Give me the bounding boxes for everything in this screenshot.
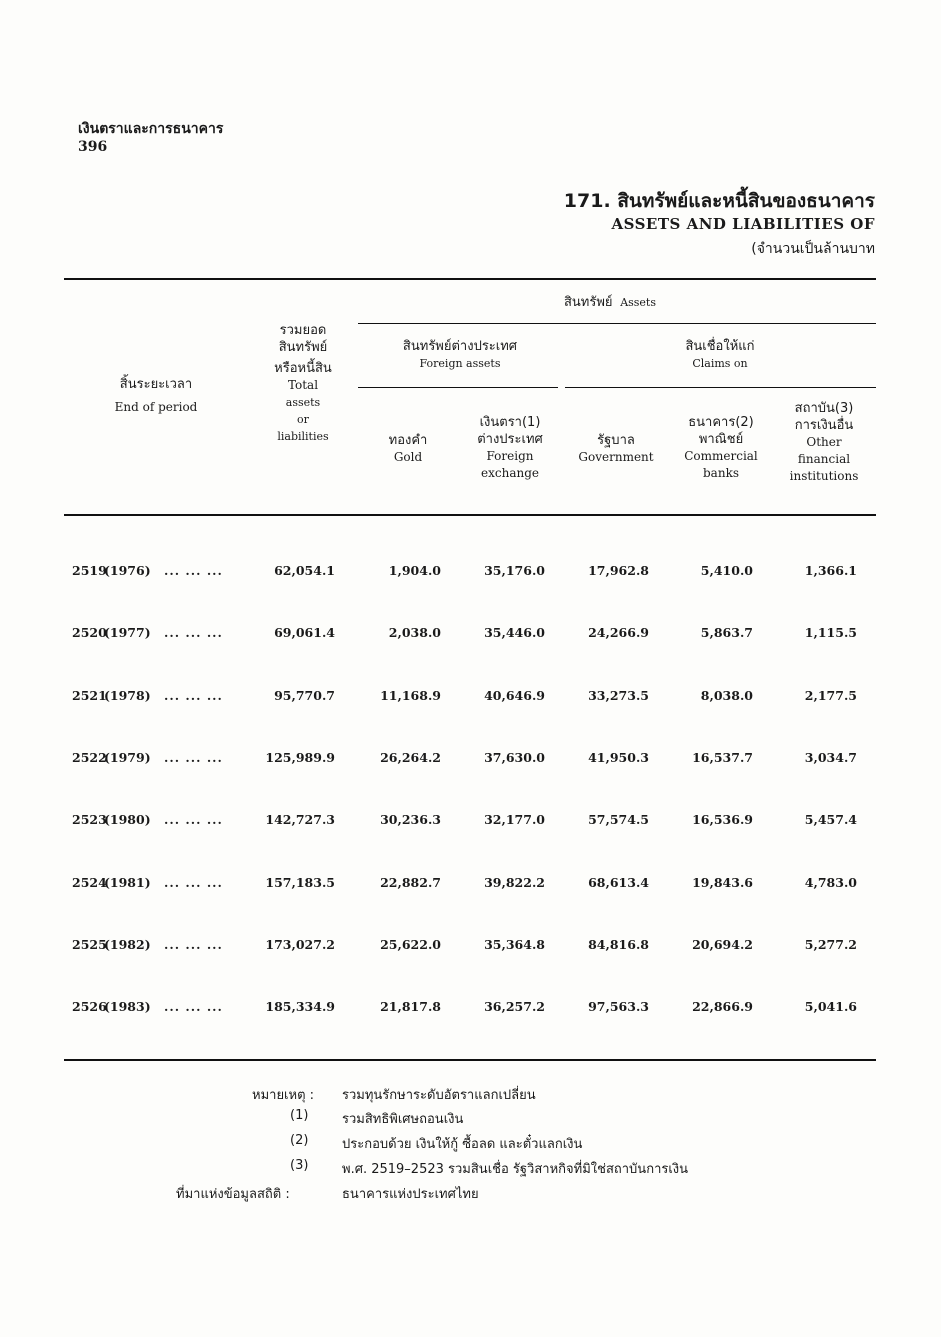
foreign-assets-header: [370, 338, 550, 372]
row-leader-dots: ... ... ...: [164, 999, 223, 1014]
header-bottom-rule: [64, 514, 876, 516]
cell-ofi: 2,177.5: [804, 688, 857, 703]
cell-ofi: 1,115.5: [804, 625, 857, 640]
cell-gov: 33,273.5: [588, 688, 649, 703]
assets-header-en: Assets: [620, 296, 656, 309]
cell-total: 69,061.4: [274, 625, 335, 640]
source-label: ที่มาแห่งข้อมูลสถิติ :: [176, 1187, 290, 1202]
units-note: (จำนวนเป็นล้านบาท: [751, 241, 875, 257]
fx-header-th-2: ต่างประเทศ: [477, 432, 543, 447]
cell-cb: 5,410.0: [700, 563, 753, 578]
cell-gov: 97,563.3: [588, 999, 649, 1014]
cell-cb: 19,843.6: [692, 875, 753, 890]
cell-cb: 16,536.9: [692, 812, 753, 827]
cell-gov: 41,950.3: [588, 750, 649, 765]
claims-header: [650, 338, 790, 372]
row-year-be: 2522: [72, 750, 107, 765]
cell-fx: 35,446.0: [484, 625, 545, 640]
cell-ofi: 5,041.6: [804, 999, 857, 1014]
cell-ofi: 1,366.1: [804, 563, 857, 578]
cell-total: 185,334.9: [265, 999, 335, 1014]
cell-fx: 37,630.0: [484, 750, 545, 765]
foreign-assets-header-th: สินทรัพย์ต่างประเทศ: [402, 339, 518, 354]
row-year-ad: (1979): [104, 750, 151, 765]
total-header-en-3: or: [297, 413, 309, 426]
fx-header-en-1: Foreign: [486, 449, 534, 463]
total-header-en-4: liabilities: [277, 430, 329, 443]
row-year-ad: (1983): [104, 999, 151, 1014]
row-label: [72, 937, 223, 952]
government-header: [570, 432, 662, 466]
cell-total: 142,727.3: [265, 812, 335, 827]
cell-gov: 84,816.8: [588, 937, 649, 952]
fx-header-en-2: exchange: [481, 466, 539, 480]
period-header: [86, 376, 226, 416]
row-year-ad: (1980): [104, 812, 151, 827]
row-year-be: 2523: [72, 812, 107, 827]
claims-header-en: Claims on: [692, 357, 748, 370]
total-header: [248, 322, 358, 445]
total-header-th-2: สินทรัพย์: [278, 340, 328, 355]
cell-gold: 21,817.8: [380, 999, 441, 1014]
government-header-th: รัฐบาล: [597, 433, 635, 448]
cell-gov: 68,613.4: [588, 875, 649, 890]
cell-cb: 22,866.9: [692, 999, 753, 1014]
note-2-mark: (2): [290, 1133, 309, 1148]
row-leader-dots: ... ... ...: [164, 563, 223, 578]
row-label: [72, 688, 223, 703]
cell-gold: 2,038.0: [388, 625, 441, 640]
claims-rule: [565, 387, 876, 388]
cell-fx: 35,364.8: [484, 937, 545, 952]
cell-cb: 8,038.0: [700, 688, 753, 703]
cell-fx: 32,177.0: [484, 812, 545, 827]
other-financial-header-en-2: financial: [797, 452, 851, 466]
row-leader-dots: ... ... ...: [164, 937, 223, 952]
commercial-banks-header: [672, 414, 770, 482]
note-1-text: รวมสิทธิพิเศษถอนเงิน: [342, 1112, 464, 1127]
row-year-be: 2525: [72, 937, 107, 952]
cell-fx: 36,257.2: [484, 999, 545, 1014]
total-header-th-1: รวมยอด: [279, 323, 327, 338]
other-financial-header-en-1: Other: [806, 435, 842, 449]
assets-header-th: สินทรัพย์: [563, 295, 613, 310]
row-year-ad: (1981): [104, 875, 151, 890]
cell-total: 173,027.2: [265, 937, 335, 952]
row-label: [72, 750, 223, 765]
cell-fx: 35,176.0: [484, 563, 545, 578]
total-header-en-2: assets: [285, 396, 321, 409]
running-head: เงินตราและการธนาคาร: [78, 121, 224, 137]
period-header-en: End of period: [114, 400, 198, 414]
cell-gov: 57,574.5: [588, 812, 649, 827]
foreign-assets-header-en: Foreign assets: [419, 357, 501, 370]
commercial-banks-header-en-1: Commercial: [684, 449, 758, 463]
row-year-ad: (1978): [104, 688, 151, 703]
cell-gov: 17,962.8: [588, 563, 649, 578]
gold-header-en: Gold: [393, 450, 423, 464]
row-year-ad: (1982): [104, 937, 151, 952]
remark-text: รวมทุนรักษาระดับอัตราแลกเปลี่ยน: [342, 1088, 536, 1103]
row-leader-dots: ... ... ...: [164, 688, 223, 703]
assets-rule: [358, 323, 876, 324]
row-year-ad: (1977): [104, 625, 151, 640]
cell-gold: 25,622.0: [380, 937, 441, 952]
row-label: [72, 999, 223, 1014]
row-leader-dots: ... ... ...: [164, 750, 223, 765]
note-3-text: พ.ศ. 2519–2523 รวมสินเชื่อ รัฐวิสาหกิจที่มิใช่สถาบันการเงิน: [342, 1162, 689, 1177]
row-year-be: 2524: [72, 875, 107, 890]
other-financial-header: [778, 400, 870, 485]
note-3-mark: (3): [290, 1158, 309, 1173]
row-leader-dots: ... ... ...: [164, 625, 223, 640]
table-title-thai: [564, 186, 875, 216]
row-year-be: 2521: [72, 688, 107, 703]
cell-total: 62,054.1: [274, 563, 335, 578]
note-1-mark: (1): [290, 1108, 309, 1123]
row-year-be: 2520: [72, 625, 107, 640]
row-year-ad: (1976): [104, 563, 151, 578]
row-label: [72, 563, 223, 578]
cell-gold: 1,904.0: [388, 563, 441, 578]
cell-ofi: 5,457.4: [804, 812, 857, 827]
page-number: 396: [78, 139, 108, 155]
gold-header: [368, 432, 448, 466]
commercial-banks-header-en-2: banks: [703, 466, 739, 480]
cell-gold: 30,236.3: [380, 812, 441, 827]
total-header-th-3: หรือหนี้สิน: [274, 361, 332, 376]
bottom-rule: [64, 1059, 876, 1061]
row-year-be: 2526: [72, 999, 107, 1014]
government-header-en: Government: [578, 450, 654, 464]
cell-total: 157,183.5: [265, 875, 335, 890]
commercial-banks-header-th-2: พาณิชย์: [698, 432, 744, 447]
cell-gold: 26,264.2: [380, 750, 441, 765]
row-label: [72, 875, 223, 890]
total-header-en-1: Total: [287, 378, 319, 392]
claims-header-th: สินเชื่อให้แก่: [685, 339, 755, 354]
cell-ofi: 5,277.2: [804, 937, 857, 952]
cell-ofi: 3,034.7: [804, 750, 857, 765]
cell-cb: 16,537.7: [692, 750, 753, 765]
row-leader-dots: ... ... ...: [164, 875, 223, 890]
fx-header-th-1: เงินตรา(1): [479, 415, 541, 430]
commercial-banks-header-th-1: ธนาคาร(2): [688, 415, 754, 430]
cell-fx: 40,646.9: [484, 688, 545, 703]
remark-label: หมายเหตุ :: [252, 1088, 315, 1103]
source-text: ธนาคารแห่งประเทศไทย: [342, 1187, 479, 1202]
table-number: 171.: [563, 190, 611, 212]
assets-header: [500, 294, 720, 311]
cell-total: 95,770.7: [274, 688, 335, 703]
cell-ofi: 4,783.0: [804, 875, 857, 890]
period-header-th: สิ้นระยะเวลา: [119, 377, 193, 392]
cell-cb: 20,694.2: [692, 937, 753, 952]
cell-fx: 39,822.2: [484, 875, 545, 890]
foreign-rule: [358, 387, 558, 388]
gold-header-th: ทองคำ: [388, 433, 428, 448]
other-financial-header-th-1: สถาบัน(3): [794, 401, 854, 416]
table-title-thai-text: สินทรัพย์และหนี้สินของธนาคาร: [617, 190, 875, 212]
cell-total: 125,989.9: [265, 750, 335, 765]
row-leader-dots: ... ... ...: [164, 812, 223, 827]
row-label: [72, 625, 223, 640]
other-financial-header-en-3: institutions: [789, 469, 859, 483]
cell-gold: 11,168.9: [380, 688, 441, 703]
cell-gov: 24,266.9: [588, 625, 649, 640]
note-2-text: ประกอบด้วย เงินให้กู้ ซื้อลด และตั๋วแลกเงิน: [342, 1137, 583, 1152]
table-title-english: ASSETS AND LIABILITIES OF: [611, 215, 875, 233]
row-year-be: 2519: [72, 563, 107, 578]
fx-header: [460, 414, 560, 482]
other-financial-header-th-2: การเงินอื่น: [794, 418, 854, 433]
row-label: [72, 812, 223, 827]
top-rule: [64, 278, 876, 280]
cell-gold: 22,882.7: [380, 875, 441, 890]
cell-cb: 5,863.7: [700, 625, 753, 640]
